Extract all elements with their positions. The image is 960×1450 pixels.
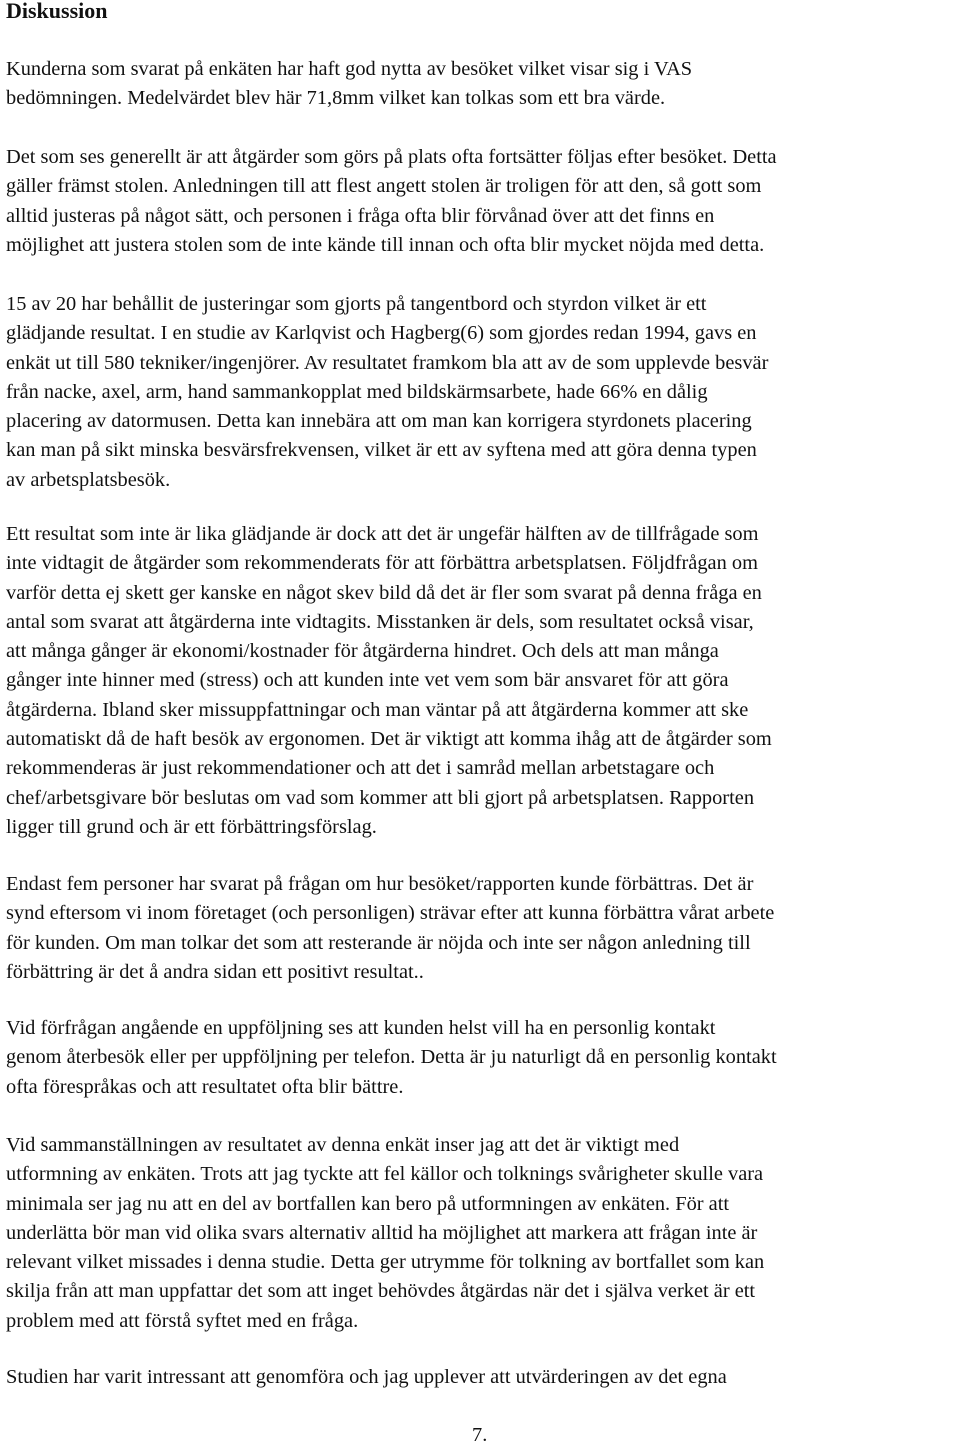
text-line: åtgärderna. Ibland sker missuppfattningar och man väntar på att åtgärderna kommer att ske: [6, 698, 749, 721]
text-line: bedömningen. Medelvärdet blev här 71,8mm vilket kan tolkas som ett bra värde.: [6, 87, 666, 110]
text-line: att många gånger är ekonomi/kostnader för åtgärderna hindret. Och dels att man många: [6, 640, 719, 663]
paragraph-followup: [6, 1014, 960, 1102]
text-line: chef/arbetsgivare bör beslutas om vad som kommer att bli gjort på arbetsplatsen. Rapporten: [6, 786, 755, 809]
text-line: ligger till grund och är ett förbättringsförslag.: [6, 815, 377, 838]
text-line: av arbetsplatsbesök.: [6, 468, 171, 491]
text-line: Endast fem personer har svarat på frågan om hur besöket/rapporten kunde förbättras. Det är: [6, 873, 754, 895]
text-line: för kunden. Om man tolkar det som att resterande är nöjda och inte ser någon anledning till: [6, 931, 751, 954]
paragraph-improvement: [6, 870, 960, 987]
page-number: 7.: [472, 1424, 488, 1446]
text-line: relevant vilket missades i denna studie. Detta ger utrymme för tolkning av bortfallet som kan: [6, 1251, 765, 1274]
text-line: enkät ut till 580 tekniker/ingenjörer. Av resultatet framkom bla att av de som upplevde besvär: [6, 351, 769, 374]
paragraph-survey-design: [6, 1131, 960, 1336]
text-line: synd eftersom vi inom företaget (och personligen) strävar efter att kunna förbättra vårat arbete: [6, 902, 775, 925]
text-line: Kunderna som svarat på enkäten har haft god nytta av besöket vilket visar sig i VAS: [6, 58, 693, 80]
text-line: Ett resultat som inte är lika glädjande är dock att det är ungefär hälften av de tillfrågade som: [6, 523, 759, 545]
paragraph-measures: [6, 520, 960, 842]
text-line: problem med att förstå syftet med en fråga.: [6, 1309, 359, 1332]
paragraph-vas: [6, 55, 960, 114]
text-line: gäller främst stolen. Anledningen till att flest angett stolen är troligen för att den, så gott som: [6, 175, 762, 198]
text-line: automatiskt då de haft besök av ergonomen. Det är viktigt att komma ihåg att de åtgärder som: [6, 728, 772, 751]
text-line: antal som svarat att åtgärderna inte vidtagits. Misstanken är dels, som resultatet också visar,: [6, 610, 754, 633]
text-line: Vid sammanställningen av resultatet av denna enkät inser jag att det är viktigt med: [6, 1134, 680, 1156]
text-line: minimala ser jag nu att en del av bortfallen kan bero på utformningen av enkäten. För att: [6, 1192, 730, 1215]
text-line: inte vidtagit de åtgärder som rekommenderats för att förbättra arbetsplatsen. Följdfrågan om: [6, 552, 758, 575]
text-line: Studien har varit intressant att genomföra och jag upplever att utvärderingen av det egna: [6, 1366, 727, 1388]
text-line: 15 av 20 har behållit de justeringar som gjorts på tangentbord och styrdon vilket är ett: [6, 293, 707, 315]
text-line: genom återbesök eller per uppföljning per telefon. Detta är ju naturligt då en personlig kontakt: [6, 1046, 777, 1069]
text-line: skilja från att man uppfattar det som att inget behövdes åtgärdas när det i själva verket är ett: [6, 1280, 756, 1303]
text-line: förbättring är det å andra sidan ett positivt resultat..: [6, 960, 424, 983]
text-line: Vid förfrågan angående en uppföljning ses att kunden helst vill ha en personlig kontakt: [6, 1017, 716, 1039]
text-line: glädjande resultat. I en studie av Karlqvist och Hagberg(6) som gjordes redan 1994, gavs en: [6, 322, 757, 345]
text-line: varför detta ej skett ger kanske en något skev bild då det är fler som svarat på denna fråga en: [6, 581, 762, 604]
text-line: rekommenderas är just rekommendationer och att det i samråd mellan arbetstagare och: [6, 757, 715, 780]
text-line: placering av datormusen. Detta kan innebära att om man kan korrigera styrdonets placering: [6, 410, 752, 433]
paragraph-keyboard: [6, 290, 960, 495]
text-line: ofta förespråkas och att resultatet ofta blir bättre.: [6, 1075, 404, 1098]
section-heading: Diskussion: [6, 0, 108, 23]
text-line: gånger inte hinner med (stress) och att kunden inte vet vem som bär ansvaret för att göra: [6, 669, 729, 692]
text-line: utformning av enkäten. Trots att jag tyckte att fel källor och tolknings svårigheter skulle vara: [6, 1163, 764, 1186]
paragraph-conclusion: [6, 1363, 960, 1392]
text-line: möjlighet att justera stolen som de inte kände till innan och ofta blir mycket nöjda med detta.: [6, 233, 765, 256]
paragraph-chair: [6, 143, 960, 260]
text-line: underlätta bör man vid olika svars alternativ alltid ha möjlighet att markera att frågan inte är: [6, 1221, 758, 1244]
text-line: Det som ses generellt är att åtgärder som görs på plats ofta fortsätter följas efter besöket. Detta: [6, 146, 777, 168]
text-line: kan man på sikt minska besvärsfrekvensen, vilket är ett av syftena med att göra denna typen: [6, 439, 757, 462]
text-line: alltid justeras på något sätt, och personen i fråga ofta blir förvånad över att det finns en: [6, 204, 715, 227]
text-line: från nacke, axel, arm, hand sammankopplat med bildskärmsarbete, hade 66% en dålig: [6, 380, 708, 403]
